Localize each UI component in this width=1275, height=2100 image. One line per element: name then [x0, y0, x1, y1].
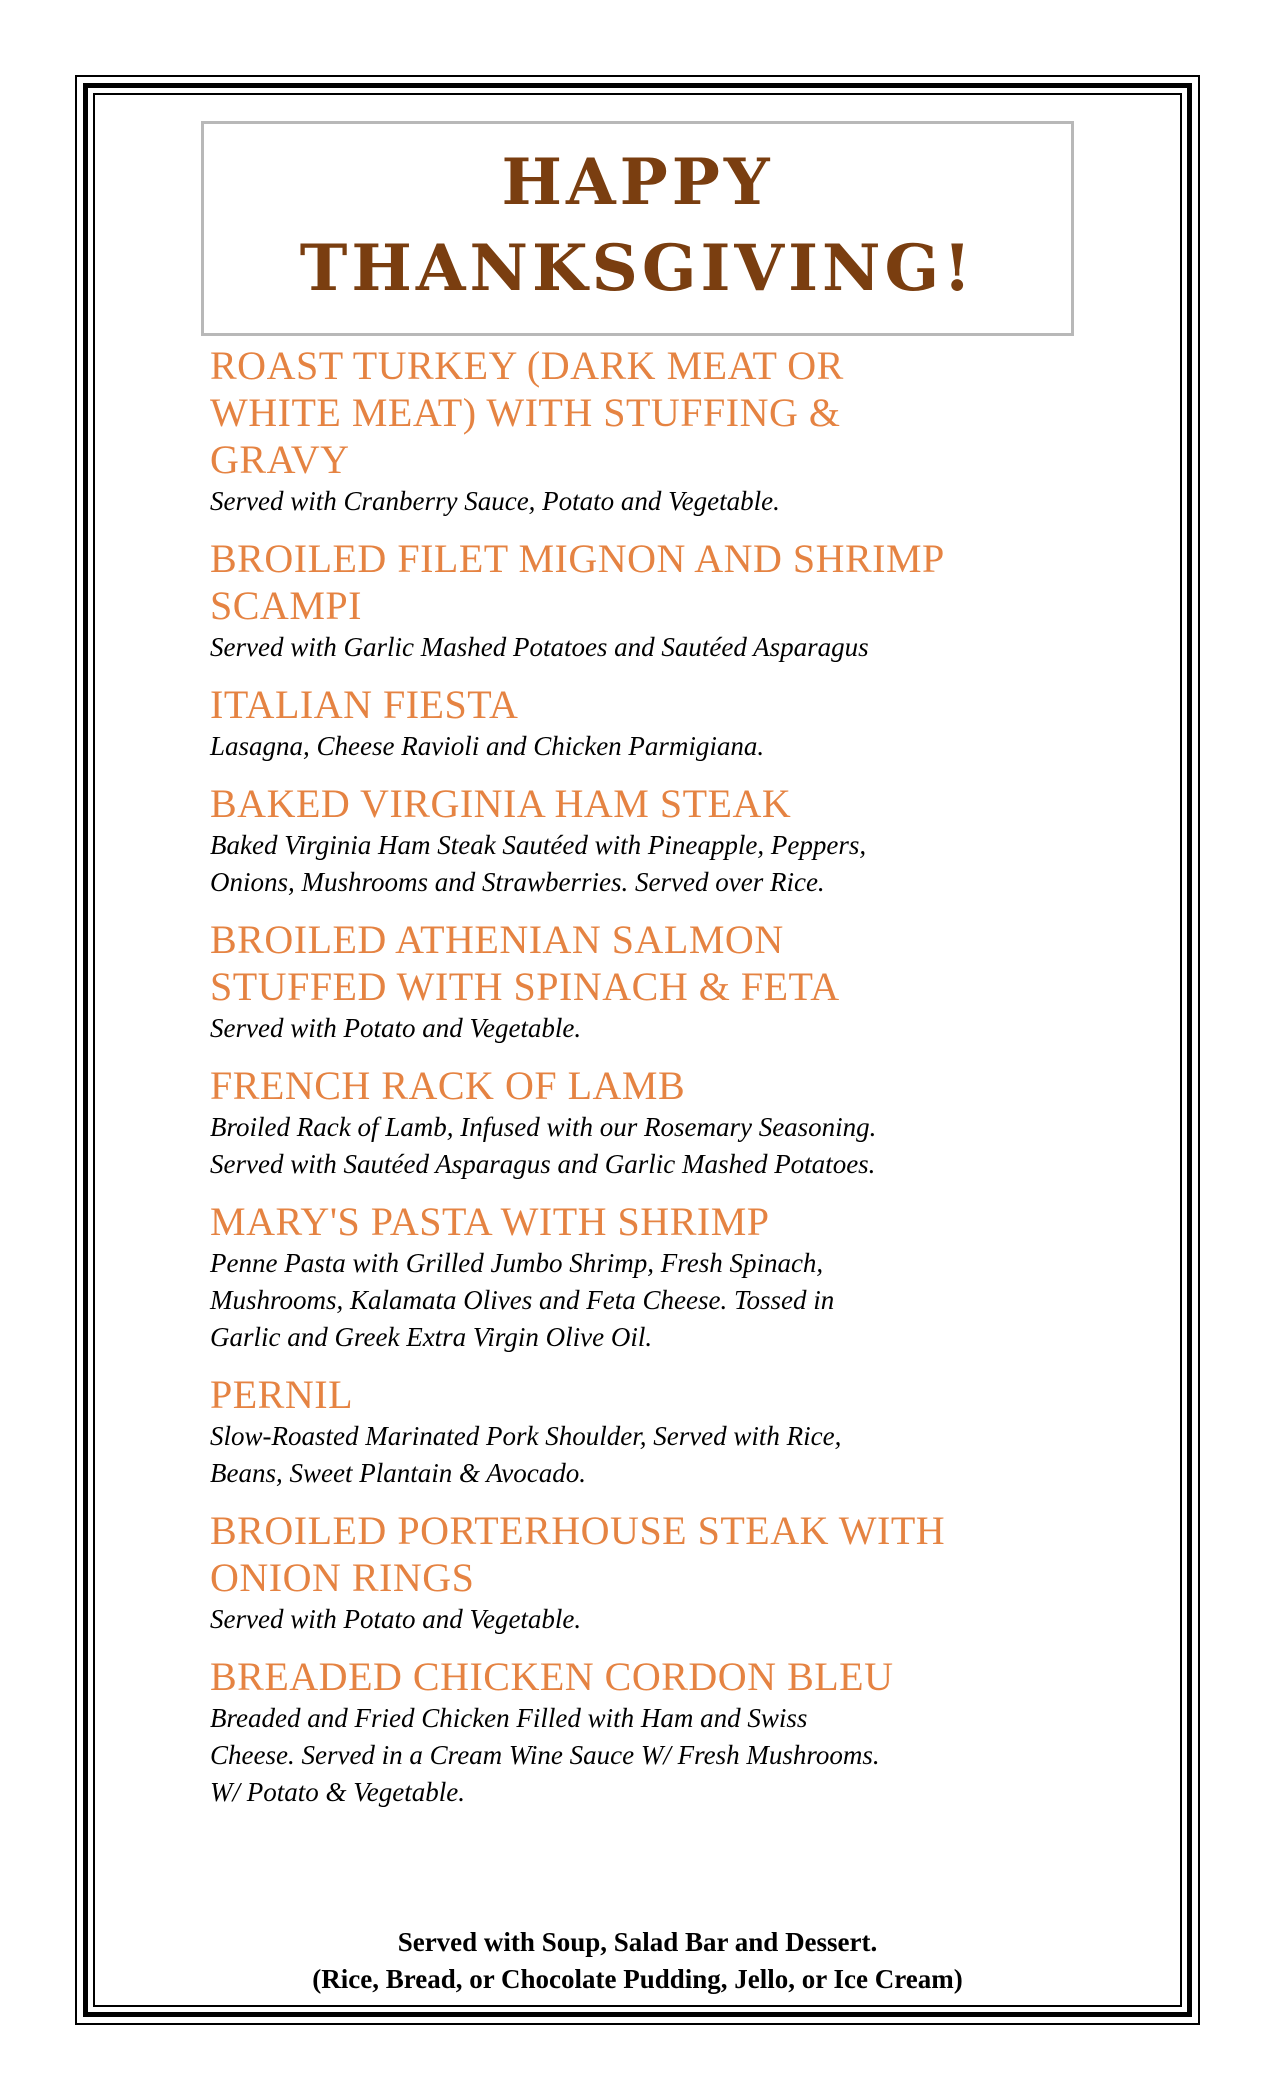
dish-description — [210, 629, 1090, 666]
menu-item — [210, 1062, 1090, 1183]
menu-item — [210, 535, 1090, 666]
title-line-2: THANKSGIVING! — [299, 231, 976, 306]
menu-item — [210, 1371, 1090, 1492]
dish-description — [210, 1109, 1090, 1183]
dish-name — [210, 1653, 1090, 1700]
dish-description-line: Onions, Mushrooms and Strawberries. Served over Rice. — [210, 867, 825, 897]
dish-description-line: Broiled Rack of Lamb, Infused with our Rosemary Seasoning. — [210, 1112, 877, 1142]
dish-name-line: BROILED FILET MIGNON AND SHRIMP — [210, 536, 945, 581]
dish-name — [210, 916, 1090, 1010]
dish-description-line: Served with Potato and Vegetable. — [210, 1604, 582, 1634]
title-box — [201, 121, 1074, 336]
menu-list — [210, 342, 1090, 1826]
dish-description — [210, 1601, 1090, 1638]
dish-description-line: Lasagna, Cheese Ravioli and Chicken Parmigiana. — [210, 731, 765, 761]
menu-item — [210, 1653, 1090, 1811]
menu-item — [210, 780, 1090, 901]
dish-description — [210, 827, 1090, 901]
dish-name-line: BROILED PORTERHOUSE STEAK WITH — [210, 1508, 946, 1553]
dish-description — [210, 1418, 1090, 1492]
menu-item — [210, 1507, 1090, 1638]
menu-item — [210, 1198, 1090, 1356]
dish-name — [210, 1062, 1090, 1109]
dish-name-line: SCAMPI — [210, 583, 362, 628]
dish-name-line: BAKED VIRGINIA HAM STEAK — [210, 781, 792, 826]
dish-description-line: Penne Pasta with Grilled Jumbo Shrimp, Fresh Spinach, — [210, 1248, 824, 1278]
menu-item — [210, 916, 1090, 1047]
dish-name-line: PERNIL — [210, 1372, 353, 1417]
dish-name — [210, 1507, 1090, 1601]
dish-name — [210, 681, 1090, 728]
footer-note — [95, 1924, 1180, 1998]
dish-name-line: GRAVY — [210, 437, 350, 482]
dish-description-line: W/ Potato & Vegetable. — [210, 1777, 465, 1807]
dish-name-line: FRENCH RACK OF LAMB — [210, 1063, 686, 1108]
dish-description-line: Garlic and Greek Extra Virgin Olive Oil. — [210, 1322, 653, 1352]
dish-name-line: WHITE MEAT) WITH STUFFING & — [210, 390, 841, 435]
dish-description-line: Beans, Sweet Plantain & Avocado. — [210, 1458, 586, 1488]
dish-description-line: Served with Garlic Mashed Potatoes and Sautéed Asparagus — [210, 632, 869, 662]
dish-name — [210, 1198, 1090, 1245]
title-line-1: HAPPY — [501, 145, 774, 220]
dish-description-line: Served with Potato and Vegetable. — [210, 1013, 582, 1043]
dish-name-line: STUFFED WITH SPINACH & FETA — [210, 964, 840, 1009]
dish-name-line: MARY'S PASTA WITH SHRIMP — [210, 1199, 770, 1244]
dish-description-line: Breaded and Fried Chicken Filled with Ham and Swiss — [210, 1703, 808, 1733]
dish-description — [210, 1700, 1090, 1811]
dish-description — [210, 728, 1090, 765]
dish-name-line: BROILED ATHENIAN SALMON — [210, 917, 784, 962]
dish-description-line: Baked Virginia Ham Steak Sautéed with Pineapple, Peppers, — [210, 830, 867, 860]
dish-name-line: ONION RINGS — [210, 1555, 475, 1600]
footer-line-1: Served with Soup, Salad Bar and Dessert. — [397, 1927, 878, 1957]
dish-description — [210, 483, 1090, 520]
menu-item — [210, 342, 1090, 520]
dish-name-line: BREADED CHICKEN CORDON BLEU — [210, 1654, 894, 1699]
dish-name-line: ROAST TURKEY (DARK MEAT OR — [210, 343, 844, 388]
dish-description-line: Slow-Roasted Marinated Pork Shoulder, Served with Rice, — [210, 1421, 842, 1451]
dish-description-line: Cheese. Served in a Cream Wine Sauce W/ Fresh Mushrooms. — [210, 1740, 880, 1770]
footer-line-2: (Rice, Bread, or Chocolate Pudding, Jello, or Ice Cream) — [312, 1964, 963, 1994]
dish-name — [210, 1371, 1090, 1418]
dish-name — [210, 342, 1090, 483]
dish-description — [210, 1245, 1090, 1356]
dish-name-line: ITALIAN FIESTA — [210, 682, 519, 727]
dish-name — [210, 780, 1090, 827]
dish-description — [210, 1010, 1090, 1047]
menu-item — [210, 681, 1090, 765]
dish-description-line: Served with Sautéed Asparagus and Garlic Mashed Potatoes. — [210, 1149, 876, 1179]
dish-name — [210, 535, 1090, 629]
dish-description-line: Served with Cranberry Sauce, Potato and Vegetable. — [210, 486, 780, 516]
dish-description-line: Mushrooms, Kalamata Olives and Feta Cheese. Tossed in — [210, 1285, 835, 1315]
